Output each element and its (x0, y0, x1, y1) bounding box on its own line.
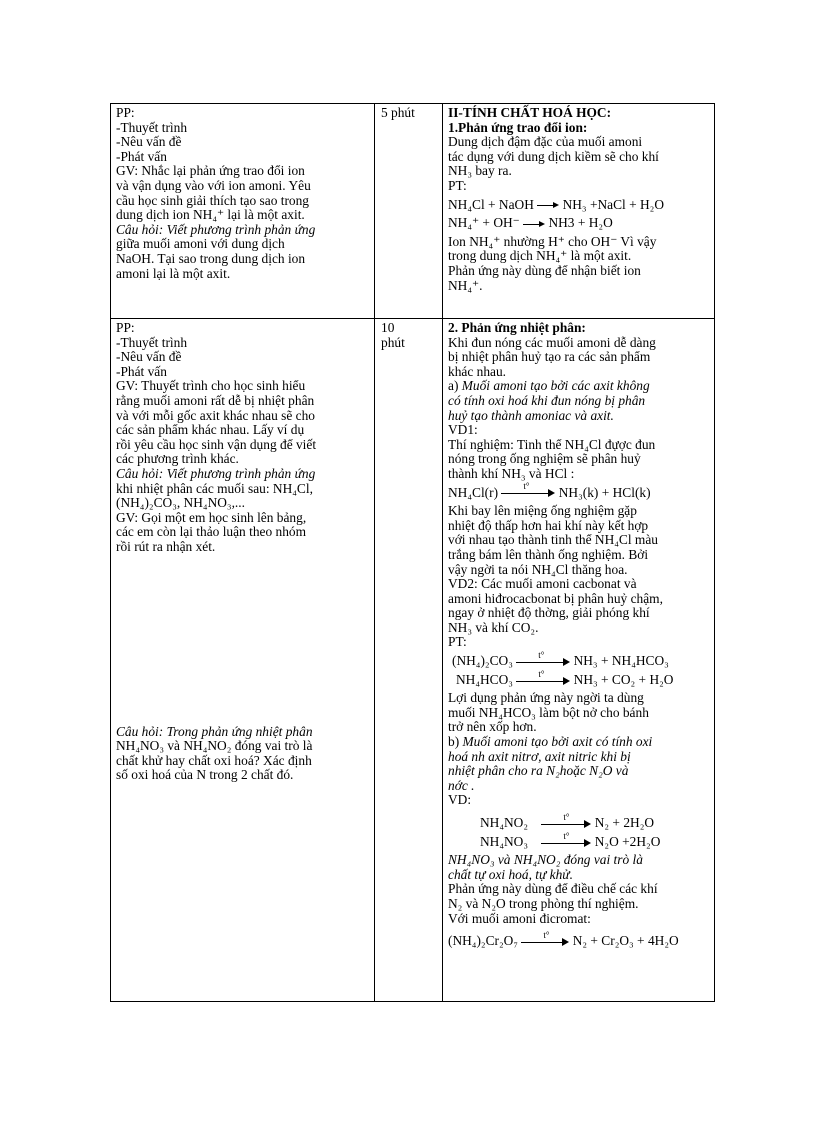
text-line: khác nhau. (448, 363, 507, 379)
text-line: rằng muối amoni rất dễ bị nhiệt phân (116, 392, 315, 408)
italic-text: hoá nh axit nitrơ, axit nitric khi bị (448, 748, 631, 764)
equation-reactants: NH₄NO₃ (480, 833, 529, 849)
heat-arrow-icon: t° (516, 657, 570, 667)
equation-reactants: NH₄Cl + NaOH (448, 196, 534, 212)
text-line: VD1: (448, 422, 478, 438)
time-cell (375, 104, 443, 319)
equation-products: N₂ + 2H₂O (594, 815, 655, 830)
equation (448, 481, 710, 501)
equation-reactants: (NH₄)₂CO₃ (452, 653, 513, 669)
text-line: -Thuyết trình (116, 334, 188, 350)
text-line: giữa muối amoni với dung dịch (116, 236, 285, 252)
text-line: dung dịch ion NH₄⁺ lại là một axit. (116, 207, 305, 223)
text-line: (NH₄)₂CO₃, NH₄NO₃,... (116, 495, 245, 511)
text-line: -Nêu vấn đề (116, 134, 182, 150)
equation (448, 930, 710, 949)
equation-reactants: NH₄⁺ + OH⁻ (448, 215, 520, 231)
subsection-title: 1.Phản ứng trao đổi ion: (448, 119, 588, 135)
lesson-table (110, 103, 715, 1002)
text-line: amoni lại là một axit. (116, 265, 231, 281)
equation-reactants: NH₄HCO₃ (456, 671, 513, 687)
table-row (111, 319, 715, 1002)
equation (480, 811, 710, 831)
item-label: b) (448, 734, 463, 750)
text-line: ngay ở nhiệt độ thờng, giải phóng khí (448, 605, 650, 621)
text-line: Với muối amoni đicromat: (448, 910, 591, 926)
item-label: a) (448, 378, 462, 394)
time-cell (375, 319, 443, 1002)
text-line: rồi yêu cầu học sinh vận dụng để viết (116, 436, 317, 452)
text-line: Thí nghiệm: Tinh thể NH₄Cl đựợc đun (448, 436, 656, 452)
section-title: II-TÍNH CHẤT HOÁ HỌC: (448, 105, 612, 120)
subsection-title: 2. Phản ứng nhiệt phân: (448, 320, 586, 335)
italic-text: nớc . (448, 777, 475, 793)
text-line (448, 379, 710, 394)
text-line: amoni hiđrocacbonat bị phân huỷ chậm, (448, 590, 663, 606)
text-line: Phản ứng này dùng để điều chế các khí (448, 881, 658, 897)
time-label: 10 (381, 320, 395, 335)
text-line: và vận dụng vào với ion amoni. Yêu (116, 177, 311, 193)
text-line: -Nêu vấn đề (116, 349, 182, 365)
text-line: NH₃ bay ra. (448, 163, 512, 179)
italic-text: chất tự oxi hoá, tự khử. (448, 866, 573, 882)
text-line: GV: Thuyết trình cho học sinh hiểu (116, 378, 306, 394)
content-cell (443, 104, 715, 319)
italic-text: nhiệt phân cho ra N₂hoặc N₂O và (448, 763, 629, 779)
equation-products: NH₃ +NaCl + H₂O (562, 196, 665, 212)
equation-reactants: NH₄Cl(r) (448, 484, 499, 500)
question-line: Câu hỏi: Viết phương trình phản ứng (116, 465, 316, 481)
text-line: NH₄⁺. (448, 277, 483, 293)
text-line: PT: (448, 634, 467, 650)
text-line: thành khí NH₃ và HCl : (448, 465, 575, 481)
time-label: 5 phút (381, 105, 415, 120)
equation-products: NH₃ + NH₄HCO₃ (573, 653, 669, 669)
equation-products: N₂O +2H₂O (594, 833, 661, 849)
text-line: PP: (116, 320, 135, 335)
text-line: rồi rút ra nhận xét. (116, 538, 216, 554)
heat-arrow-icon: t° (541, 819, 591, 829)
text-line: vậy ngời ta nói NH₄Cl thăng hoa. (448, 561, 628, 577)
italic-text: Muối amoni tạo bởi các axit không (461, 378, 650, 394)
equation (448, 198, 710, 213)
equation (456, 668, 710, 688)
text-line: PP: (116, 105, 135, 120)
text-line: NH₃ và khí CO₂. (448, 619, 539, 635)
text-line: tác dụng với dung dịch kiềm sẽ cho khí (448, 148, 659, 164)
text-line: VD2: Các muối amoni cacbonat và (448, 576, 637, 592)
lesson-plan-page (110, 103, 707, 1002)
text-line: số oxi hoá của N trong 2 chất đó. (116, 767, 294, 783)
text-line: Lợi dụng phản ứng này ngời ta dùng (448, 690, 644, 706)
text-line: nhiệt độ thấp hơn hai khí này kết hợp (448, 517, 649, 533)
text-line: và với mỗi gốc axit khác nhau sẽ cho (116, 407, 315, 423)
text-line: trong dung dịch NH₄⁺ là một axit. (448, 248, 632, 264)
equation (452, 649, 710, 669)
text-line: chất khử hay chất oxi hoá? Xác định (116, 752, 312, 768)
reaction-arrow-icon (523, 219, 545, 229)
text-line: NaOH. Tại sao trong dung dịch ion (116, 250, 306, 266)
text-line: VD: (448, 792, 472, 808)
text-line: với nhau tạo thành tinh thể NH₄Cl màu (448, 532, 658, 548)
text-line: PT: (448, 177, 467, 193)
text-line: Ion NH₄⁺ nhường H⁺ cho OH⁻ Vì vậy (448, 233, 657, 249)
heat-arrow-icon: t° (541, 838, 591, 848)
text-line: bị nhiệt phân huỷ tạo ra các sản phẩm (448, 349, 651, 365)
text-line (448, 735, 710, 750)
equation-products: N₂ + Cr₂O₃ + 4H₂O (572, 933, 679, 949)
text-line: -Phát vấn (116, 148, 167, 164)
italic-text: huỷ tạo thành amoniac và axit. (448, 407, 614, 423)
equation-products: NH3 + H₂O (548, 215, 613, 231)
table-row (111, 104, 715, 319)
method-cell (111, 104, 375, 319)
equation-products: NH₃ + CO₂ + H₂O (573, 671, 674, 687)
italic-text: có tính oxi hoá khi đun nóng bị phân (448, 392, 646, 408)
content-cell (443, 319, 715, 1002)
text-line: cầu học sinh giải thích tạo sao trong (116, 192, 310, 208)
text-line: các em còn lại thảo luận theo nhóm (116, 524, 307, 540)
text-line: Khi bay lên miệng ống nghiệm gặp (448, 503, 637, 519)
text-line: GV: Gọi một em học sinh lên bảng, (116, 509, 307, 525)
equation-reactants: (NH₄)₂Cr₂O₇ (448, 933, 518, 949)
text-line: nóng trong ống nghiệm sẽ phân huỷ (448, 451, 641, 467)
time-label: phút (381, 334, 405, 350)
question-line: Câu hỏi: Trong phản ứng nhiệt phân (116, 723, 313, 739)
reaction-arrow-icon (537, 200, 559, 210)
text-line: trở nên xốp hơn. (448, 719, 537, 735)
heat-arrow-icon: t° (521, 937, 569, 947)
text-line: -Thuyết trình (116, 119, 188, 135)
text-line: các phương trình khác. (116, 451, 239, 467)
text-line: muối NH₄HCO₃ làm bột nở cho bánh (448, 704, 649, 720)
text-line: NH₄NO₃ và NH₄NO₂ đóng vai trò là (116, 738, 313, 754)
text-line: trắng bám lên thành ống nghiệm. Bởi (448, 546, 649, 562)
equation (448, 216, 710, 231)
text-line: Phản ứng này dùng để nhận biết ion (448, 262, 641, 278)
text-line: Khi đun nóng các muối amoni dễ dàng (448, 334, 656, 350)
method-cell (111, 319, 375, 1002)
text-line: khi nhiệt phân các muối sau: NH₄Cl, (116, 480, 313, 496)
italic-text: NH₄NO₃ và NH₄NO₂ đóng vai trò là (448, 852, 643, 868)
equation-reactants: NH₄NO₂ (480, 815, 529, 830)
text-line: -Phát vấn (116, 363, 167, 379)
text-line: các sản phẩm khác nhau. Lấy ví dụ (116, 422, 305, 438)
equation-products: NH₃(k) + HCl(k) (558, 484, 651, 500)
text-line: Dung dịch đậm đặc của muối amoni (448, 134, 643, 150)
equation (480, 830, 710, 850)
heat-arrow-icon: t° (501, 488, 555, 498)
italic-text: Muối amoni tạo bởi axit có tính oxi (462, 734, 653, 750)
text-line: N₂ và N₂O trong phòng thí nghiệm. (448, 895, 639, 911)
text-line: GV: Nhắc lại phản ứng trao đổi ion (116, 163, 305, 179)
heat-arrow-icon: t° (516, 676, 570, 686)
question-line: Câu hỏi: Viết phương trình phản ứng (116, 221, 316, 237)
